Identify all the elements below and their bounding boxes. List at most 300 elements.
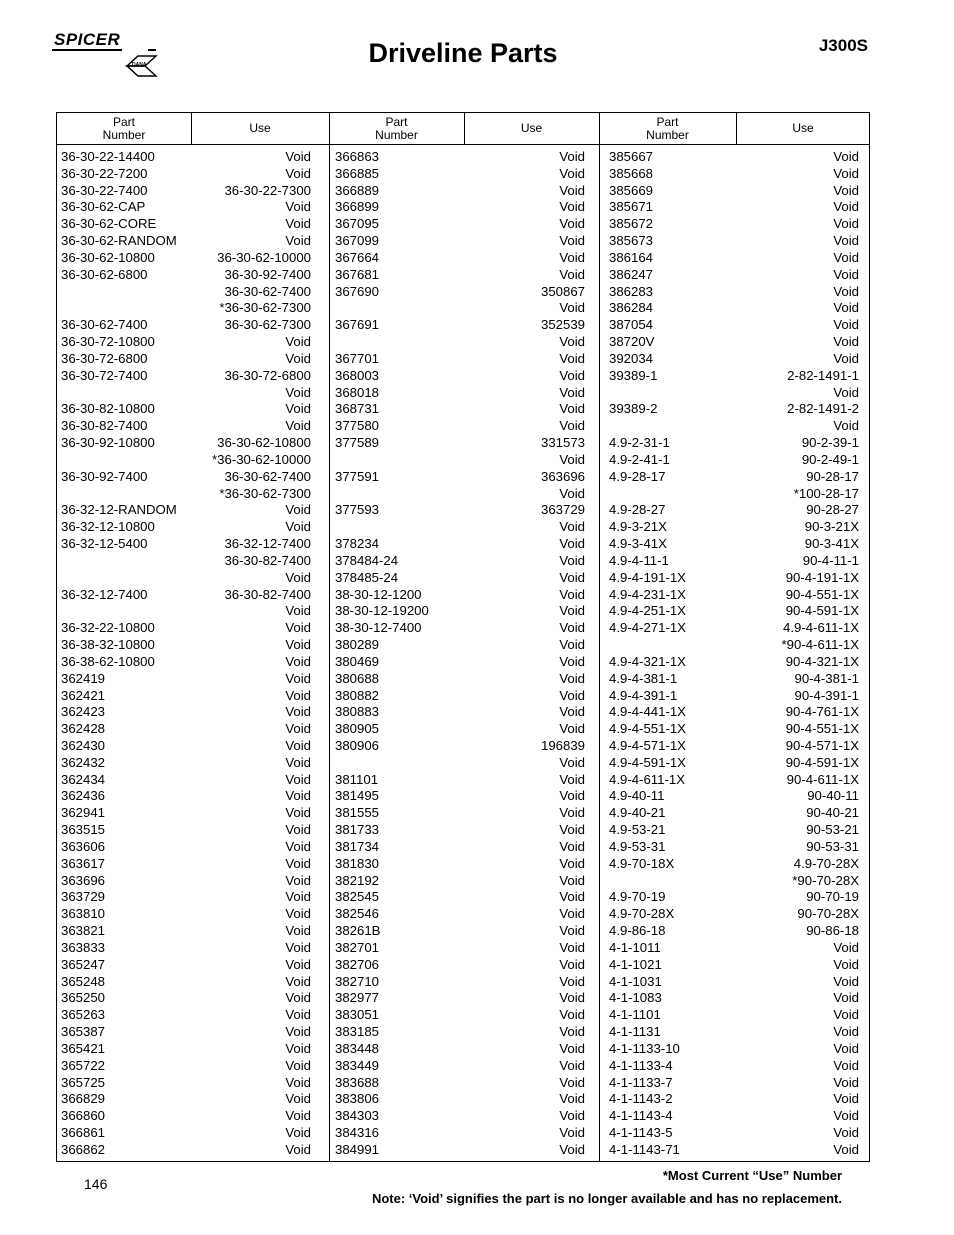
table-row [335, 368, 585, 385]
use-cell: Void [559, 552, 585, 568]
part-number-cell: 384316 [335, 1125, 380, 1141]
part-number-cell: 383688 [335, 1074, 380, 1090]
table-row [335, 957, 585, 974]
use-cell: Void [285, 384, 311, 400]
table-row [609, 267, 859, 284]
use-cell: 90-4-761-1X [785, 704, 859, 720]
part-number-cell: 38-30-12-1200 [335, 586, 422, 602]
table-row [609, 1007, 859, 1024]
part-number-cell: 362419 [61, 670, 106, 686]
use-cell: 90-40-21 [806, 805, 859, 821]
part-number-cell: 363833 [61, 939, 106, 955]
use-cell: Void [833, 199, 859, 215]
part-number-cell: 4.9-28-27 [609, 502, 666, 518]
table-row [335, 1125, 585, 1142]
table-row [335, 620, 585, 637]
part-number-cell: 378484-24 [335, 552, 399, 568]
table-row [609, 620, 859, 637]
use-cell: Void [285, 1108, 311, 1124]
use-cell: Void [285, 1040, 311, 1056]
use-cell: Void [285, 637, 311, 653]
table-row [335, 906, 585, 923]
use-cell: Void [559, 838, 585, 854]
use-cell: Void [559, 266, 585, 282]
part-number-cell: 365250 [61, 990, 106, 1006]
use-cell: 350867 [540, 283, 585, 299]
parts-column [609, 149, 859, 1159]
use-cell: Void [285, 990, 311, 1006]
use-cell: Void [285, 754, 311, 770]
table-row [61, 502, 311, 519]
use-cell: Void [285, 620, 311, 636]
part-number-cell: 4-1-1133-4 [609, 1057, 673, 1073]
part-number-cell: 36-30-62-CORE [61, 216, 157, 232]
table-row [609, 603, 859, 620]
part-number-cell: 4.9-4-191-1X [609, 569, 686, 585]
table-row [609, 183, 859, 200]
table-row [335, 334, 585, 351]
part-number-cell: 367701 [335, 350, 380, 366]
table-row [61, 671, 311, 688]
use-cell: Void [833, 266, 859, 282]
use-cell: Void [285, 199, 311, 215]
part-number-cell: 368018 [335, 384, 380, 400]
table-row [609, 401, 859, 418]
part-number-cell: 386247 [609, 266, 654, 282]
part-number-cell: 4.9-4-441-1X [609, 704, 686, 720]
table-row [335, 149, 585, 166]
use-cell: Void [285, 216, 311, 232]
use-cell: 90-53-31 [806, 838, 859, 854]
use-cell: Void [559, 300, 585, 316]
part-number-cell: 36-30-22-7400 [61, 182, 148, 198]
use-cell: 90-53-21 [806, 822, 859, 838]
table-row [609, 199, 859, 216]
table-row [61, 873, 311, 890]
table-row [609, 486, 859, 503]
part-number-cell: 365247 [61, 956, 106, 972]
use-cell: Void [559, 350, 585, 366]
part-number-cell: 383185 [335, 1024, 380, 1040]
use-cell: 90-4-591-1X [785, 603, 859, 619]
use-cell: Void [285, 973, 311, 989]
use-cell: Void [559, 788, 585, 804]
part-number-cell: 381495 [335, 788, 380, 804]
table-row [335, 704, 585, 721]
use-cell: Void [285, 350, 311, 366]
table-row [61, 957, 311, 974]
table-row [61, 536, 311, 553]
table-row [609, 654, 859, 671]
use-cell: 2-82-1491-1 [787, 367, 859, 383]
part-number-cell: 383449 [335, 1057, 380, 1073]
part-number-cell: 36-30-82-10800 [61, 401, 155, 417]
use-cell: Void [285, 771, 311, 787]
table-row [609, 721, 859, 738]
part-number-cell: 4.9-70-28X [609, 906, 675, 922]
part-number-cell: 377589 [335, 435, 380, 451]
table-row [335, 839, 585, 856]
use-cell: 90-4-321-1X [785, 653, 859, 669]
table-row [609, 1041, 859, 1058]
use-cell: Void [285, 1125, 311, 1141]
part-number-cell: 363696 [61, 872, 106, 888]
part-number-cell: 385668 [609, 165, 654, 181]
column-divider [191, 113, 192, 144]
table-row [609, 418, 859, 435]
part-number-cell: 383806 [335, 1091, 380, 1107]
table-row [61, 519, 311, 536]
use-cell: Void [833, 418, 859, 434]
table-row [609, 385, 859, 402]
table-row [61, 1142, 311, 1159]
use-cell: Void [559, 401, 585, 417]
part-number-cell: 4.9-4-271-1X [609, 620, 686, 636]
table-row [609, 873, 859, 890]
table-row [335, 199, 585, 216]
use-cell: Void [285, 956, 311, 972]
part-number-cell: 385669 [609, 182, 654, 198]
table-row [609, 704, 859, 721]
part-number-cell: 377591 [335, 468, 380, 484]
table-row [335, 671, 585, 688]
table-row [335, 889, 585, 906]
use-cell: Void [285, 502, 311, 518]
part-number-cell: 38-30-12-7400 [335, 620, 422, 636]
part-number-cell: 380289 [335, 637, 380, 653]
use-cell: 90-4-551-1X [785, 721, 859, 737]
table-header [57, 113, 869, 145]
page-number: 146 [84, 1176, 108, 1192]
table-row [609, 940, 859, 957]
table-row [61, 166, 311, 183]
table-row [61, 452, 311, 469]
use-cell: Void [833, 233, 859, 249]
use-cell: Void [559, 771, 585, 787]
table-row [335, 570, 585, 587]
use-cell: Void [285, 670, 311, 686]
table-row [609, 1058, 859, 1075]
table-row [61, 738, 311, 755]
use-cell: 90-86-18 [806, 923, 859, 939]
use-cell: Void [285, 923, 311, 939]
table-row [61, 183, 311, 200]
use-cell: Void [559, 872, 585, 888]
use-cell: Void [559, 569, 585, 585]
part-number-cell: 362423 [61, 704, 106, 720]
table-row [335, 637, 585, 654]
part-number-cell: 38261B [335, 923, 381, 939]
part-number-cell: 382701 [335, 939, 380, 955]
use-cell: *90-70-28X [792, 872, 859, 888]
part-number-cell: 36-38-32-10800 [61, 637, 155, 653]
use-cell: Void [559, 182, 585, 198]
part-number-cell: 367099 [335, 233, 380, 249]
part-number-cell: 381734 [335, 838, 380, 854]
part-number-cell: 4.9-4-611-1X [609, 771, 685, 787]
footnote-void: Note: ‘Void’ signifies the part is no longer available and has no replacement. [371, 1191, 842, 1206]
part-number-cell: 363810 [61, 906, 106, 922]
part-number-cell: 4.9-4-391-1 [609, 687, 678, 703]
part-number-cell: 4.9-4-571-1X [609, 737, 686, 753]
table-row [61, 199, 311, 216]
part-number-cell: 387054 [609, 317, 654, 333]
table-row [335, 1007, 585, 1024]
part-number-cell: 367691 [335, 317, 380, 333]
use-cell: Void [285, 1091, 311, 1107]
table-row [61, 250, 311, 267]
part-number-cell: 365725 [61, 1074, 106, 1090]
part-number-cell: 4.9-4-231-1X [609, 586, 686, 602]
table-row [609, 671, 859, 688]
part-number-cell: 36-30-62-10800 [61, 249, 155, 265]
part-number-cell: 382706 [335, 956, 380, 972]
part-number-cell: 384991 [335, 1141, 380, 1157]
part-number-cell: 365248 [61, 973, 106, 989]
table-row [61, 889, 311, 906]
part-number-cell: 36-30-22-14400 [61, 149, 155, 164]
part-number-cell: 386284 [609, 300, 654, 316]
part-number-cell: 36-32-12-7400 [61, 586, 148, 602]
table-row [335, 755, 585, 772]
part-number-cell: 36-32-12-RANDOM [61, 502, 177, 518]
part-number-cell: 36-30-92-10800 [61, 435, 155, 451]
use-cell: 36-30-72-6800 [224, 367, 311, 383]
part-number-cell: 38720V [609, 334, 655, 350]
header-use: Use [520, 121, 543, 135]
use-cell: Void [285, 939, 311, 955]
table-row [609, 536, 859, 553]
part-number-cell: 367095 [335, 216, 380, 232]
table-row [609, 368, 859, 385]
table-row [61, 603, 311, 620]
use-cell: Void [559, 485, 585, 501]
use-cell: Void [833, 317, 859, 333]
use-cell: Void [285, 149, 311, 164]
use-cell: Void [285, 1024, 311, 1040]
use-cell: Void [559, 367, 585, 383]
table-row [335, 1024, 585, 1041]
part-number-cell: 362436 [61, 788, 106, 804]
use-cell: Void [559, 603, 585, 619]
use-cell: Void [559, 418, 585, 434]
use-cell: Void [559, 1074, 585, 1090]
table-row [61, 1125, 311, 1142]
part-number-cell: 366899 [335, 199, 380, 215]
use-cell: Void [559, 519, 585, 535]
use-cell: Void [285, 1141, 311, 1157]
use-cell: Void [285, 418, 311, 434]
table-row [609, 688, 859, 705]
table-row [609, 519, 859, 536]
part-number-cell: 36-32-12-10800 [61, 519, 155, 535]
table-row [609, 1108, 859, 1125]
table-row [61, 368, 311, 385]
use-cell: Void [559, 956, 585, 972]
use-cell: Void [285, 737, 311, 753]
table-row [61, 435, 311, 452]
use-cell: Void [285, 855, 311, 871]
part-number-cell: 4.9-4-251-1X [609, 603, 686, 619]
table-row [335, 401, 585, 418]
header-part-number: Part Number [102, 114, 146, 142]
part-number-cell: 377593 [335, 502, 380, 518]
part-number-cell: 38-30-12-19200 [335, 603, 429, 619]
table-row [335, 469, 585, 486]
use-cell: Void [285, 401, 311, 417]
table-row [609, 923, 859, 940]
use-cell: Void [285, 788, 311, 804]
use-cell: Void [833, 990, 859, 1006]
part-number-cell: 36-30-82-7400 [61, 418, 148, 434]
part-number-cell: 378234 [335, 536, 380, 552]
use-cell: Void [833, 956, 859, 972]
use-cell: Void [833, 1108, 859, 1124]
part-number-cell: 363729 [61, 889, 106, 905]
column-divider [464, 113, 465, 144]
use-cell: 90-70-19 [806, 889, 859, 905]
use-cell: 36-30-82-7400 [224, 552, 311, 568]
use-cell: Void [559, 334, 585, 350]
part-number-cell: 365387 [61, 1024, 106, 1040]
table-row [335, 603, 585, 620]
part-number-cell: 39389-1 [609, 367, 658, 383]
use-cell: Void [285, 233, 311, 249]
table-row [61, 974, 311, 991]
table-row [61, 788, 311, 805]
table-row [609, 284, 859, 301]
model-code: J300S [818, 36, 868, 55]
use-cell: Void [559, 536, 585, 552]
part-number-cell: 4-1-1143-2 [609, 1091, 673, 1107]
column-divider [329, 113, 330, 1161]
part-number-cell: 385672 [609, 216, 654, 232]
part-number-cell: 366862 [61, 1141, 106, 1157]
part-number-cell: 4-1-1133-7 [609, 1074, 673, 1090]
part-number-cell: 4.9-70-19 [609, 889, 666, 905]
part-number-cell: 386164 [609, 249, 654, 265]
use-cell: 36-30-22-7300 [224, 182, 311, 198]
part-number-cell: 386283 [609, 283, 654, 299]
use-cell: Void [559, 1125, 585, 1141]
part-number-cell: 36-30-72-7400 [61, 367, 148, 383]
part-number-cell: 363515 [61, 822, 106, 838]
use-cell: Void [833, 300, 859, 316]
table-row [609, 1075, 859, 1092]
table-row [61, 1024, 311, 1041]
part-number-cell: 378485-24 [335, 569, 399, 585]
use-cell: Void [833, 939, 859, 955]
use-cell: Void [833, 1007, 859, 1023]
part-number-cell: 4.9-4-551-1X [609, 721, 686, 737]
use-cell: Void [559, 199, 585, 215]
brand-name: SPICER [54, 30, 121, 49]
use-cell: 90-2-49-1 [801, 451, 859, 467]
use-cell: Void [833, 182, 859, 198]
parts-column [335, 149, 585, 1159]
table-row [609, 1091, 859, 1108]
table-row [609, 788, 859, 805]
use-cell: *36-30-62-7300 [219, 300, 311, 316]
part-number-cell: 382977 [335, 990, 380, 1006]
table-row [61, 418, 311, 435]
use-cell: 90-4-381-1 [794, 670, 859, 686]
use-cell: 90-4-551-1X [785, 586, 859, 602]
table-row [61, 704, 311, 721]
part-number-cell: 4.9-28-17 [609, 468, 666, 484]
table-row [61, 721, 311, 738]
part-number-cell: 36-30-92-7400 [61, 468, 148, 484]
part-number-cell: 380906 [335, 737, 380, 753]
part-number-cell: 4.9-86-18 [609, 923, 666, 939]
table-row [335, 1058, 585, 1075]
use-cell: Void [559, 687, 585, 703]
table-row [609, 1142, 859, 1159]
table-row [61, 486, 311, 503]
part-number-cell: 385673 [609, 233, 654, 249]
table-row [61, 990, 311, 1007]
use-cell: Void [559, 1007, 585, 1023]
table-row [61, 755, 311, 772]
part-number-cell: 4-1-1143-71 [609, 1141, 680, 1157]
use-cell: 90-28-17 [806, 468, 859, 484]
header-use: Use [249, 121, 271, 135]
table-row [335, 166, 585, 183]
part-number-cell: 366885 [335, 165, 380, 181]
table-row [61, 300, 311, 317]
use-cell: Void [559, 754, 585, 770]
table-row [609, 889, 859, 906]
table-row [61, 553, 311, 570]
table-row [335, 721, 585, 738]
table-row [335, 873, 585, 890]
use-cell: Void [559, 855, 585, 871]
table-row [61, 637, 311, 654]
use-cell: 4.9-4-611-1X [783, 620, 859, 636]
part-number-cell: 380688 [335, 670, 380, 686]
table-row [61, 906, 311, 923]
part-number-cell: 380883 [335, 704, 380, 720]
use-cell: 90-3-21X [804, 519, 859, 535]
part-number-cell: 4.9-4-591-1X [609, 754, 686, 770]
use-cell: Void [559, 805, 585, 821]
table-row [61, 334, 311, 351]
use-cell: Void [833, 973, 859, 989]
use-cell: 36-30-62-7400 [224, 283, 311, 299]
use-cell: Void [559, 586, 585, 602]
use-cell: Void [285, 519, 311, 535]
part-number-cell: 36-30-62-RANDOM [61, 233, 177, 249]
table-row [61, 1108, 311, 1125]
use-cell: Void [833, 1057, 859, 1073]
part-number-cell: 365722 [61, 1057, 106, 1073]
use-cell: Void [559, 1108, 585, 1124]
use-cell: Void [285, 334, 311, 350]
part-number-cell: 36-30-62-CAP [61, 199, 146, 215]
table-row [609, 351, 859, 368]
table-row [609, 334, 859, 351]
part-number-cell: 362428 [61, 721, 106, 737]
part-number-cell: 392034 [609, 350, 654, 366]
use-cell: 36-30-62-10000 [217, 249, 311, 265]
table-row [335, 250, 585, 267]
table-row [61, 805, 311, 822]
table-row [609, 317, 859, 334]
column-divider [599, 113, 600, 1161]
table-row [61, 839, 311, 856]
table-row [609, 570, 859, 587]
part-number-cell: 4-1-1021 [609, 956, 662, 972]
